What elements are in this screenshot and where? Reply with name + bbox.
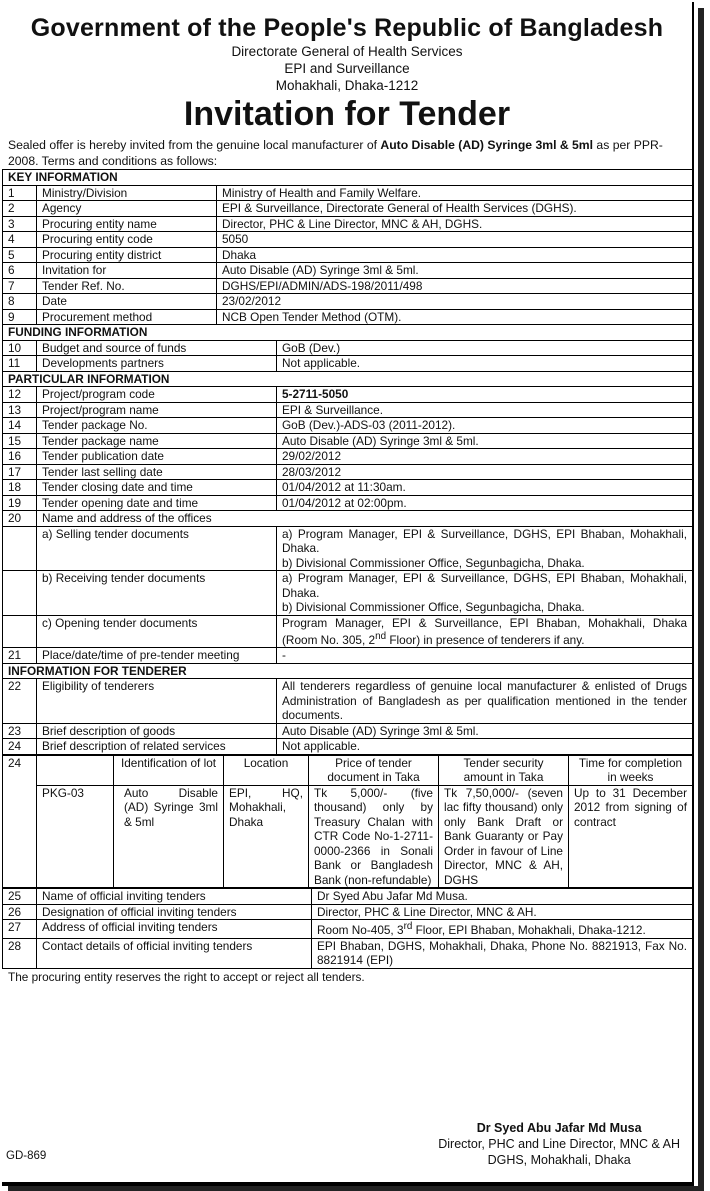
table-row (3, 615, 693, 648)
lot-header-row (3, 755, 693, 785)
row-label: Name of official inviting tenders (37, 889, 312, 905)
signatory-title: Director, PHC and Line Director, MNC & AH (438, 1137, 680, 1151)
row-value: Director, PHC & Line Director, MNC & AH, DGHS. (217, 216, 693, 232)
row-label: Invitation for (37, 263, 217, 279)
table-row (3, 247, 693, 263)
table-row (3, 340, 693, 356)
intro-post: as per PPR-2008. Terms and conditions as follows: (8, 138, 663, 168)
row-number: 3 (3, 216, 37, 232)
row-label: Tender opening date and time (37, 495, 277, 511)
address-sup: rd (403, 921, 413, 933)
row-label: Name and address of the offices (37, 511, 693, 527)
row-label: Tender package No. (37, 418, 277, 434)
lot-security: Tk 7,50,000/- (seven lac fifty thousand) only only Bank Draft or Bank Guaranty or Pay Order in favour of Line Director, MNC & AH, DGHS (439, 785, 569, 888)
signatory-name: Dr Syed Abu Jafar Md Musa (476, 1121, 642, 1135)
address-post: Floor, EPI Bhaban, Mohakhali, Dhaka-1212. (412, 923, 646, 938)
row-label: Developments partners (37, 356, 277, 372)
row-value: Dhaka (217, 247, 693, 263)
table-row (3, 356, 693, 372)
row-value: 28/03/2012 (277, 464, 693, 480)
lot-header: Tender security amount in Taka (439, 755, 569, 785)
row-value (277, 615, 693, 648)
row-number: 12 (3, 387, 37, 403)
table-row (3, 201, 693, 217)
table-row (3, 938, 693, 968)
row-value: EPI & Surveillance, Directorate General of Health Services (DGHS). (217, 201, 693, 217)
row-label: Budget and source of funds (37, 340, 277, 356)
receiving-office-b: b) Divisional Commissioner Office, Segunbagicha, Dhaka. (282, 600, 585, 614)
address-pre: Room No-405, 3 (317, 923, 404, 938)
row-value: GoB (Dev.)-ADS-03 (2011-2012). (277, 418, 693, 434)
unit: EPI and Surveillance (284, 61, 410, 76)
row-label: Date (37, 294, 217, 310)
row-label: Brief description of goods (37, 723, 277, 739)
row-number: 18 (3, 480, 37, 496)
signatory-office: DGHS, Mohakhali, Dhaka (487, 1153, 631, 1167)
document-frame (2, 2, 694, 1186)
row-number: 24 (3, 755, 37, 888)
row-label: Agency (37, 201, 217, 217)
row-number: 28 (3, 938, 37, 968)
lot-header: Location (224, 755, 309, 785)
table-row (3, 904, 693, 920)
page-title: Invitation for Tender (183, 95, 511, 133)
lot-time: Up to 31 December 2012 from signing of contract (569, 785, 693, 888)
header (2, 14, 692, 134)
row-value (277, 526, 693, 571)
address: Mohakhali, Dhaka-1212 (275, 78, 419, 93)
page-shadow-right (698, 8, 704, 1188)
row-value: 5050 (217, 232, 693, 248)
lot-header: Price of tender document in Taka (309, 755, 439, 785)
row-value: 01/04/2012 at 02:00pm. (277, 495, 693, 511)
section-particular: PARTICULAR INFORMATION (3, 371, 693, 387)
table-row (3, 739, 693, 755)
table-row (3, 433, 693, 449)
row-value (312, 920, 693, 938)
row-label: Tender Ref. No. (37, 278, 217, 294)
row-label: a) Selling tender documents (37, 526, 277, 571)
row-label: Designation of official inviting tenders (37, 904, 312, 920)
row-value: Director, PHC & Line Director, MNC & AH. (312, 904, 693, 920)
row-label: Procurement method (37, 309, 217, 325)
row-label: Address of official inviting tenders (37, 920, 312, 938)
table-row (3, 263, 693, 279)
table-row (3, 185, 693, 201)
table-row (3, 464, 693, 480)
row-number: 23 (3, 723, 37, 739)
government-title: Government of the People's Republic of Bangladesh (30, 14, 664, 42)
row-number: 26 (3, 904, 37, 920)
row-number: 15 (3, 433, 37, 449)
row-number: 6 (3, 263, 37, 279)
row-label: Tender closing date and time (37, 480, 277, 496)
row-value: Not applicable. (277, 356, 693, 372)
lot-header: Identification of lot (114, 755, 224, 785)
row-label: Ministry/Division (37, 185, 217, 201)
row-number: 14 (3, 418, 37, 434)
receiving-office-a: a) Program Manager, EPI & Surveillance, DGHS, EPI Bhaban, Mohakhali, Dhaka. (282, 571, 688, 600)
page-shadow-bottom (8, 1186, 704, 1191)
row-number: 24 (3, 739, 37, 755)
row-value: Not applicable. (277, 739, 693, 755)
row-value: NCB Open Tender Method (OTM). (217, 309, 693, 325)
row-value: - (277, 648, 693, 664)
opening-post: Floor) in presence of tenderers if any. (386, 632, 585, 647)
table-row (3, 511, 693, 527)
table-row (3, 449, 693, 465)
signature-block (438, 1120, 680, 1168)
row-label: c) Opening tender documents (37, 615, 277, 648)
row-value: EPI Bhaban, DGHS, Mohakhali, Dhaka, Phone No. 8821913, Fax No. 8821914 (EPI) (312, 938, 693, 968)
official-table (2, 888, 693, 968)
row-value: Auto Disable (AD) Syringe 3ml & 5ml. (277, 433, 693, 449)
lot-data-row (3, 785, 693, 888)
row-number: 4 (3, 232, 37, 248)
opening-sup: nd (375, 631, 387, 642)
opening-pre: Program Manager, EPI & Surveillance, EPI Bhaban, Mohakhali, Dhaka (Room No. 305, 2 (282, 615, 688, 647)
row-number: 19 (3, 495, 37, 511)
table-row (3, 480, 693, 496)
lot-identification: Auto Disable (AD) Syringe 3ml & 5ml (114, 785, 224, 888)
row-number: 8 (3, 294, 37, 310)
lot-header: Time for completion in weeks (569, 755, 693, 785)
row-label: Tender package name (37, 433, 277, 449)
row-value: 23/02/2012 (217, 294, 693, 310)
row-value: All tenderers regardless of genuine local manufacturer & enlisted of Drugs Administration of Bangladesh as per qualification mentioned in the tender documents. (277, 679, 693, 724)
row-value (277, 571, 693, 616)
row-value: Auto Disable (AD) Syringe 3ml & 5ml. (217, 263, 693, 279)
table-row (3, 723, 693, 739)
table-row (3, 232, 693, 248)
table-row (3, 889, 693, 905)
intro-paragraph (2, 134, 692, 169)
row-number: 16 (3, 449, 37, 465)
section-key: KEY INFORMATION (3, 170, 693, 186)
table-row (3, 526, 693, 571)
table-row (3, 648, 693, 664)
tender-table (2, 169, 693, 755)
table-row (3, 679, 693, 724)
section-funding: FUNDING INFORMATION (3, 325, 693, 341)
table-row (3, 309, 693, 325)
row-number: 10 (3, 340, 37, 356)
table-row (3, 402, 693, 418)
row-number: 13 (3, 402, 37, 418)
row-number: 27 (3, 920, 37, 938)
department: Directorate General of Health Services (231, 44, 463, 59)
row-number: 21 (3, 648, 37, 664)
row-label: b) Receiving tender documents (37, 571, 277, 616)
table-row (3, 418, 693, 434)
row-value: 01/04/2012 at 11:30am. (277, 480, 693, 496)
row-value: 5-2711-5050 (277, 387, 693, 403)
row-number: 20 (3, 511, 37, 527)
row-value: Dr Syed Abu Jafar Md Musa. (312, 889, 693, 905)
row-number: 17 (3, 464, 37, 480)
table-row (3, 294, 693, 310)
selling-office-b: b) Divisional Commissioner Office, Segunbagicha, Dhaka. (282, 555, 585, 570)
gd-number: GD-869 (6, 1150, 47, 1162)
lot-table (2, 755, 693, 889)
row-label: Procuring entity name (37, 216, 217, 232)
row-label: Project/program name (37, 402, 277, 418)
row-number: 11 (3, 356, 37, 372)
row-label: Tender last selling date (37, 464, 277, 480)
lot-price: Tk 5,000/- (five thousand) only by Treasury Chalan with CTR Code No-1-2711-0000-2366 in Sonali Bank or Bangladesh Bank (non-refundable) (309, 785, 439, 888)
row-number: 25 (3, 889, 37, 905)
row-number: 22 (3, 679, 37, 724)
row-value: DGHS/EPI/ADMIN/ADS-198/2011/498 (217, 278, 693, 294)
table-row (3, 216, 693, 232)
section-tenderer: INFORMATION FOR TENDERER (3, 663, 693, 679)
row-label: Procuring entity district (37, 247, 217, 263)
row-label: Place/date/time of pre-tender meeting (37, 648, 277, 664)
row-number: 5 (3, 247, 37, 263)
row-label: Tender publication date (37, 449, 277, 465)
lot-location: EPI, HQ, Mohakhali, Dhaka (224, 785, 309, 888)
table-row (3, 495, 693, 511)
row-number: 7 (3, 278, 37, 294)
row-label: Brief description of related services (37, 739, 277, 755)
table-row (3, 387, 693, 403)
row-number: 1 (3, 185, 37, 201)
row-number: 2 (3, 201, 37, 217)
row-label: Eligibility of tenderers (37, 679, 277, 724)
row-value: GoB (Dev.) (277, 340, 693, 356)
row-value: 29/02/2012 (277, 449, 693, 465)
row-value: Auto Disable (AD) Syringe 3ml & 5ml. (277, 723, 693, 739)
intro-bold: Auto Disable (AD) Syringe 3ml & 5ml (380, 138, 594, 152)
row-label: Contact details of official inviting tenders (37, 938, 312, 968)
table-row (3, 920, 693, 938)
row-value: Ministry of Health and Family Welfare. (217, 185, 693, 201)
row-value: EPI & Surveillance. (277, 402, 693, 418)
row-label: Procuring entity code (37, 232, 217, 248)
row-label: Project/program code (37, 387, 277, 403)
footer-note: The procuring entity reserves the right to accept or reject all tenders. (8, 969, 365, 984)
intro-pre: Sealed offer is hereby invited from the genuine local manufacturer of (8, 138, 381, 152)
table-row (3, 571, 693, 616)
table-row (3, 278, 693, 294)
package-no: PKG-03 (37, 785, 114, 888)
selling-office-a: a) Program Manager, EPI & Surveillance, DGHS, EPI Bhaban, Mohakhali, Dhaka. (282, 526, 688, 555)
row-number: 9 (3, 309, 37, 325)
